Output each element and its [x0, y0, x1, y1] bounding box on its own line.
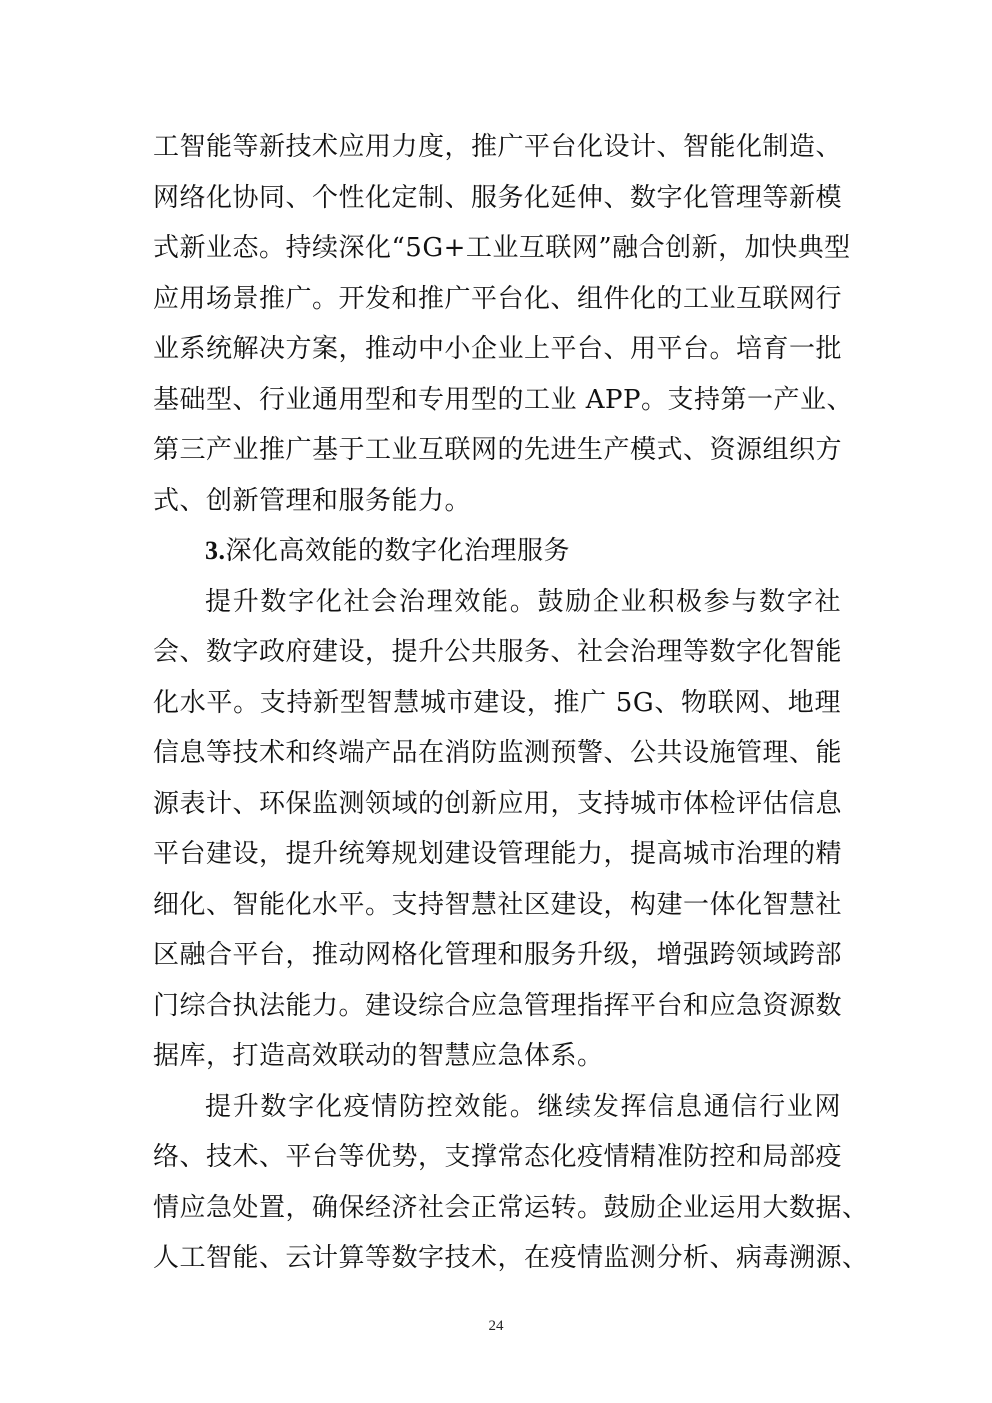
section-heading-text: 深化高效能的数字化治理服务: [225, 536, 571, 566]
text-line: 据库，打造高效联动的智慧应急体系。: [153, 1041, 604, 1071]
text-line: 提升数字化社会治理效能。鼓励企业积极参与数字社: [205, 586, 841, 617]
paragraph-2: [153, 577, 841, 1082]
text-line: 区融合平台，推动网格化管理和服务升级，增强跨领域跨部: [153, 940, 843, 970]
text-line: 情应急处置，确保经济社会正常运转。鼓励企业运用大数据、: [153, 1192, 869, 1223]
text-line: 第三产业推广基于工业互联网的先进生产模式、资源组织方: [153, 435, 843, 465]
text-line: 信息等技术和终端产品在消防监测预警、公共设施管理、能: [153, 738, 843, 768]
text-line: 会、数字政府建设，提升公共服务、社会治理等数字化智能: [153, 637, 843, 667]
text-line: 平台建设，提升统筹规划建设管理能力，提高城市治理的精: [153, 839, 843, 869]
text-line: 提升数字化疫情防控效能。继续发挥信息通信行业网: [205, 1091, 841, 1122]
body-text: [153, 122, 869, 1284]
section-heading-number: 3.: [205, 536, 226, 565]
text-line: 络、技术、平台等优势，支撑常态化疫情精准防控和局部疫: [153, 1142, 843, 1172]
paragraph-3: [153, 1082, 869, 1284]
text-line: 工智能等新技术应用力度，推广平台化设计、智能化制造、: [153, 132, 843, 162]
page-number: 24: [488, 1318, 504, 1334]
text-line: 网络化协同、个性化定制、服务化延伸、数字化管理等新模: [153, 182, 843, 213]
text-line: 式、创新管理和服务能力。: [153, 485, 472, 516]
text-line: 源表计、环保监测领域的创新应用，支持城市体检评估信息: [153, 788, 843, 819]
text-line: 门综合执法能力。建设综合应急管理指挥平台和应急资源数: [153, 990, 843, 1021]
text-line: 式新业态。持续深化“5G+工业互联网”融合创新，加快典型: [153, 233, 851, 263]
paragraph-1: [153, 122, 854, 526]
text-line: 业系统解决方案，推动中小企业上平台、用平台。培育一批: [153, 334, 843, 364]
text-line: 基础型、行业通用型和专用型的工业 APP。支持第一产业、: [153, 384, 854, 415]
section-heading: [153, 526, 841, 577]
text-line: 应用场景推广。开发和推广平台化、组件化的工业互联网行: [153, 283, 843, 314]
text-line: 细化、智能化水平。支持智慧社区建设，构建一体化智慧社: [153, 889, 843, 920]
text-line: 化水平。支持新型智慧城市建设，推广 5G、物联网、地理: [153, 687, 841, 718]
text-line: 人工智能、云计算等数字技术，在疫情监测分析、病毒溯源、: [153, 1243, 869, 1273]
